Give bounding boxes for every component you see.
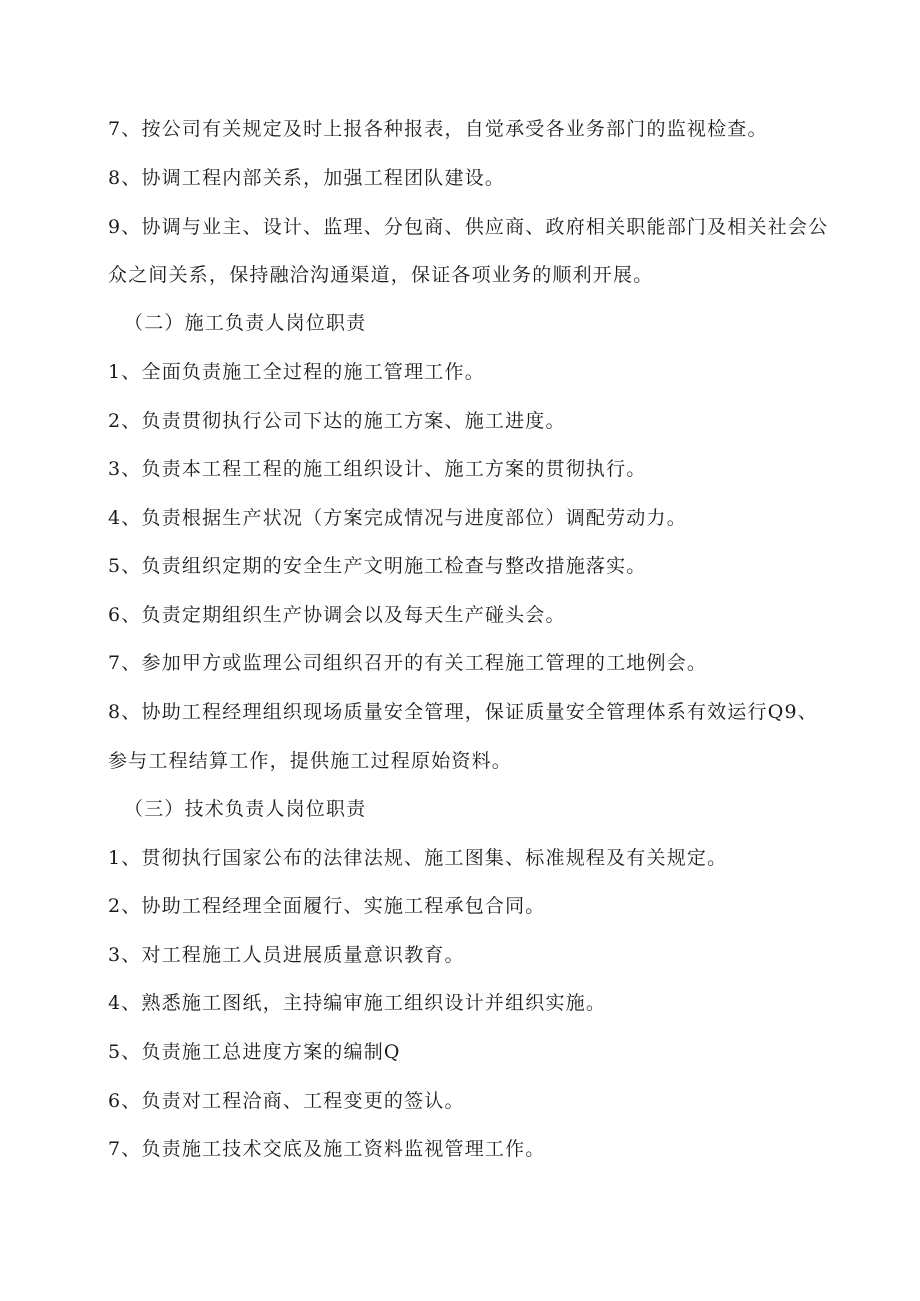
paragraph-line: 众之间关系，保持融洽沟通渠道，保证各项业务的顺利开展。 (108, 264, 654, 286)
paragraph-line: 8、协助工程经理组织现场质量安全管理，保证质量安全管理体系有效运行Q9、 (108, 701, 818, 723)
paragraph-line: 4、负责根据生产状况（方案完成情况与进度部位）调配劳动力。 (108, 507, 687, 529)
paragraph-line: 5、负责施工总进度方案的编制Q (108, 1041, 401, 1063)
paragraph-line: 7、按公司有关规定及时上报各种报表，自觉承受各业务部门的监视检查。 (108, 118, 768, 140)
paragraph-line: 5、负责组织定期的安全生产文明施工检查与整改措施落实。 (108, 555, 647, 577)
paragraph-line: 1、全面负责施工全过程的施工管理工作。 (108, 361, 485, 383)
paragraph-line: 8、协调工程内部关系，加强工程团队建设。 (108, 167, 506, 189)
paragraph-line: 6、负责对工程洽商、工程变更的签认。 (108, 1090, 465, 1112)
paragraph-line: 参与工程结算工作，提供施工过程原始资料。 (108, 750, 513, 772)
paragraph-line: 6、负责定期组织生产协调会以及每天生产碰头会。 (108, 604, 566, 626)
paragraph-line: 4、熟悉施工图纸，主持编审施工组织设计并组织实施。 (108, 992, 607, 1014)
paragraph-line: 2、协助工程经理全面履行、实施工程承包合同。 (108, 895, 546, 917)
section-heading: （三）技术负责人岗位职责 (124, 798, 367, 820)
paragraph-line: 7、负责施工技术交底及施工资料监视管理工作。 (108, 1138, 546, 1160)
paragraph-line: 2、负责贯彻执行公司下达的施工方案、施工进度。 (108, 410, 566, 432)
paragraph-line: 3、对工程施工人员进展质量意识教育。 (108, 944, 465, 966)
paragraph-line: 1、贯彻执行国家公布的法律法规、施工图集、标准规程及有关规定。 (108, 847, 728, 869)
paragraph-line: 7、参加甲方或监理公司组织召开的有关工程施工管理的工地例会。 (108, 652, 708, 674)
paragraph-line: 3、负责本工程工程的施工组织设计、施工方案的贯彻执行。 (108, 458, 647, 480)
paragraph-line: 9、协调与业主、设计、监理、分包商、供应商、政府相关职能部门及相关社会公 (108, 216, 829, 238)
section-heading: （二）施工负责人岗位职责 (124, 312, 367, 334)
